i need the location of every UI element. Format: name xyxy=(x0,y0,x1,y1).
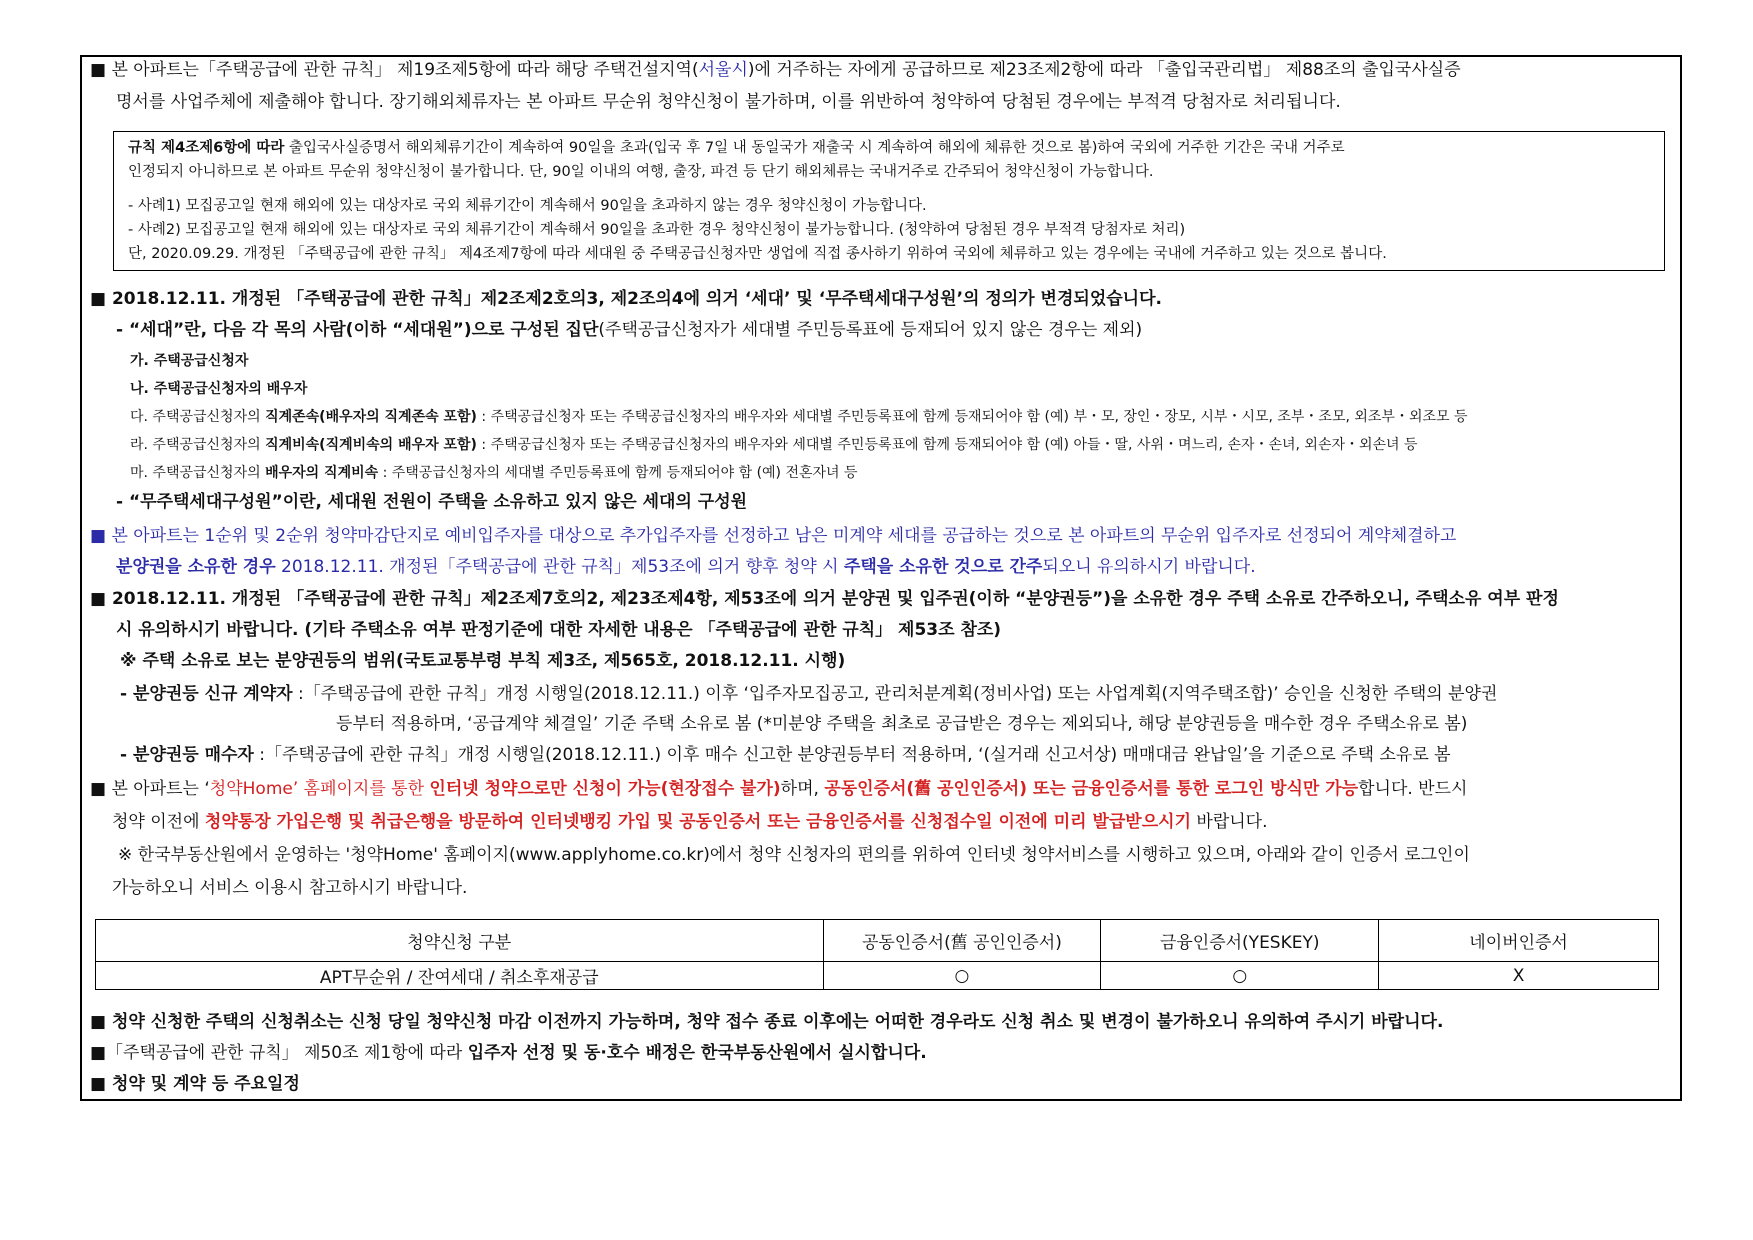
table-header-cell: 공동인증서(舊 공인인증서) xyxy=(823,920,1101,962)
box-line1: 규칙 제4조제6항에 따라 출입국사실증명서 해외체류기간이 계속하여 90일을 초과(입국 후 7일 내 동일국가 재출국 시 계속하여 해외에 체류한 것으로 봄)하여 국외에 거주한 기간은 국내 거주로 xyxy=(128,140,1345,156)
table-cell: ○ xyxy=(823,962,1101,990)
household-def-title: ■ 2018.12.11. 개정된 「주택공급에 관한 규칙」제2조제2호의3, 제2조의4에 의거 ‘세대’ 및 ‘무주택세대구성원’의 정의가 변경되었습니다. xyxy=(90,289,1162,309)
certificate-table xyxy=(95,919,1659,990)
member-ma: 마. 주택공급신청자의 배우자의 직계비속 : 주택공급신청자의 세대별 주민등록표에 함께 등재되어야 함 (예) 전혼자녀 등 xyxy=(130,465,858,481)
rule50-notice: ■「주택공급에 관한 규칙」 제50조 제1항에 따라 입주자 선정 및 동·호수 배정은 한국부동산원에서 실시합니다. xyxy=(90,1043,927,1063)
homeless-member-def: - “무주택세대구성원”이란, 세대원 전원이 주택을 소유하고 있지 않은 세대의 구성원 xyxy=(116,492,748,512)
schedule-heading: ■ 청약 및 계약 등 주요일정 xyxy=(90,1074,300,1094)
table-header-row xyxy=(96,920,1659,962)
cancel-notice: ■ 청약 신청한 주택의 신청취소는 신청 당일 청약신청 마감 이전까지 가능하며, 청약 접수 종료 이후에는 어떠한 경우라도 신청 취소 및 변경이 불가하오니 유의하여 주시기 바랍니다. xyxy=(90,1012,1444,1032)
applyhome-note-line2: 가능하오니 서비스 이용시 참고하시기 바랍니다. xyxy=(112,878,468,898)
member-na: 나. 주택공급신청자의 배우자 xyxy=(130,381,308,397)
table-header-cell: 네이버인증서 xyxy=(1379,920,1659,962)
residency-notice-line1: ■ 본 아파트는「주택공급에 관한 규칙」 제19조제5항에 따라 해당 주택건설지역(서울시)에 거주하는 자에게 공급하므로 제23조제2항에 따라 「출입국관리법」 제88조의 출입국사실증 xyxy=(90,60,1461,80)
presale-scope: ※ 주택 소유로 보는 분양권등의 범위(국토교통부령 부칙 제3조, 제565호, 2018.12.11. 시행) xyxy=(120,651,846,671)
presale-right-line1: ■ 2018.12.11. 개정된 「주택공급에 관한 규칙」제2조제7호의2, 제23조제4항, 제53조에 의거 분양권 및 입주권(이하 “분양권등”)을 소유한 경우 주택 소유로 간주하오니, 주택소유 여부 판정 xyxy=(90,589,1559,609)
member-ga: 가. 주택공급신청자 xyxy=(130,353,249,369)
residency-notice-line2: 명서를 사업주체에 제출해야 합니다. 장기해외체류자는 본 아파트 무순위 청약신청이 불가하며, 이를 위반하여 청약하여 당첨된 경우에는 부적격 당첨자로 처리됩니다. xyxy=(116,92,1341,112)
household-def: - “세대”란, 다음 각 목의 사람(이하 “세대원”)으로 구성된 집단(주택공급신청자가 세대별 주민등록표에 등재되어 있지 않은 경우는 제외) xyxy=(116,320,1143,340)
applyhome-note-line1: ※ 한국부동산원에서 운영하는 '청약Home' 홈페이지(www.applyhome.co.kr)에서 청약 신청자의 편의를 위하여 인터넷 청약서비스를 시행하고 있으며, 아래와 같이 인증서 로그인이 xyxy=(118,845,1470,865)
member-da: 다. 주택공급신청자의 직계존속(배우자의 직계존속 포함) : 주택공급신청자 또는 주택공급신청자의 배우자와 세대별 주민등록표에 함께 등재되어야 함 (예) 부・모, 장인・장모, 시부・시모, 조부・조모, 외조부・외조모 등 xyxy=(130,409,1468,425)
new-contractor-cont: 등부터 적용하며, ‘공급계약 체결일’ 기준 주택 소유로 봄 (*미분양 주택을 최초로 공급받은 경우는 제외되나, 해당 분양권등을 매수한 경우 주택소유로 봄) xyxy=(336,714,1468,734)
table-cell: X xyxy=(1379,962,1659,990)
region-highlight: 서울시 xyxy=(698,60,748,80)
box-exception: 단, 2020.09.29. 개정된 「주택공급에 관한 규칙」 제4조제7항에 따라 세대원 중 주택공급신청자만 생업에 직접 종사하기 위하여 국외에 체류하고 있는 경우에는 국내에 거주하고 있는 것으로 봅니다. xyxy=(128,246,1387,262)
table-header-cell: 청약신청 구분 xyxy=(96,920,824,962)
member-ra: 라. 주택공급신청자의 직계비속(직계비속의 배우자 포함) : 주택공급신청자 또는 주택공급신청자의 배우자와 세대별 주민등록표에 함께 등재되어야 함 (예) 아들・딸, 사위・며느리, 손자・손녀, 외손자・외손녀 등 xyxy=(130,437,1418,453)
table-row xyxy=(96,962,1659,990)
online-only-line1: ■ 본 아파트는 ‘청약Home’ 홈페이지를 통한 인터넷 청약으로만 신청이 가능(현장접수 불가)하며, 공동인증서(舊 공인인증서) 또는 금융인증서를 통한 로그인 방식만 가능합니다. 반드시 xyxy=(90,779,1468,799)
box-case2: - 사례2) 모집공고일 현재 해외에 있는 대상자로 국외 체류기간이 계속해서 90일을 초과한 경우 청약신청이 불가능합니다. (청약하여 당첨된 경우 부적격 당첨자로 처리) xyxy=(128,222,1186,238)
table-cell: ○ xyxy=(1101,962,1379,990)
table-cell: APT무순위 / 잔여세대 / 취소후재공급 xyxy=(96,962,824,990)
box-case1: - 사례1) 모집공고일 현재 해외에 있는 대상자로 국외 체류기간이 계속해서 90일을 초과하지 않는 경우 청약신청이 가능합니다. xyxy=(128,198,927,214)
table-header-cell: 금융인증서(YESKEY) xyxy=(1101,920,1379,962)
buyer: - 분양권등 매수자 :「주택공급에 관한 규칙」개정 시행일(2018.12.11.) 이후 매수 신고한 분양권등부터 적용하며, ‘(실거래 신고서상) 매매대금 완납일’을 기준으로 주택 소유로 봄 xyxy=(120,745,1451,765)
box-line2: 인정되지 아니하므로 본 아파트 무순위 청약신청이 불가합니다. 단, 90일 이내의 여행, 출장, 파견 등 단기 해외체류는 국내거주로 간주되어 청약신청이 가능합니다. xyxy=(128,164,1154,180)
presale-right-line2: 시 유의하시기 바랍니다. (기타 주택소유 여부 판정기준에 대한 자세한 내용은 「주택공급에 관한 규칙」 제53조 참조) xyxy=(116,620,1002,640)
online-only-line2: 청약 이전에 청약통장 가입은행 및 취급은행을 방문하여 인터넷뱅킹 가입 및 공동인증서 또는 금융인증서를 신청접수일 이전에 미리 발급받으시기 바랍니다. xyxy=(112,812,1268,832)
unranked-notice-line1: ■ 본 아파트는 1순위 및 2순위 청약마감단지로 예비입주자를 대상으로 추가입주자를 선정하고 남은 미계약 세대를 공급하는 것으로 본 아파트의 무순위 입주자로 선정되어 계약체결하고 xyxy=(90,526,1457,546)
unranked-notice-line2: 분양권을 소유한 경우 2018.12.11. 개정된「주택공급에 관한 규칙」제53조에 의거 향후 청약 시 주택을 소유한 것으로 간주되오니 유의하시기 바랍니다. xyxy=(116,557,1256,577)
new-contractor: - 분양권등 신규 계약자 :「주택공급에 관한 규칙」개정 시행일(2018.12.11.) 이후 ‘입주자모집공고, 관리처분계획(정비사업) 또는 사업계획(지역주택조합)’ 승인을 신청한 주택의 분양권 xyxy=(120,684,1498,704)
